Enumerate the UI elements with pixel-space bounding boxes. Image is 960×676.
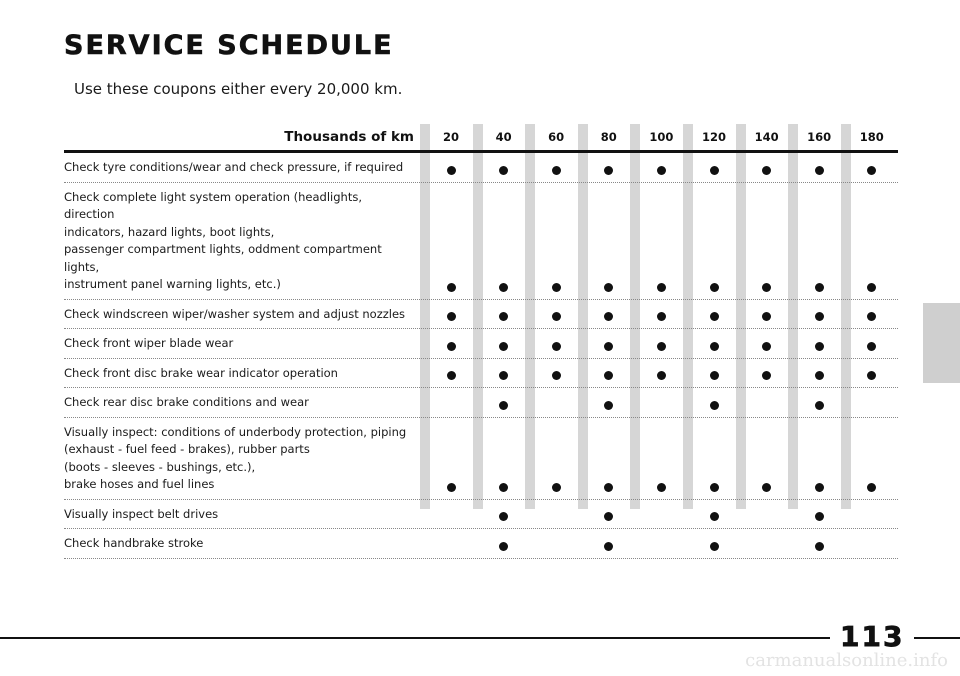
watermark: carmanualsonline.info [745, 650, 948, 671]
check-dot [552, 283, 561, 292]
check-dot [815, 283, 824, 292]
check-dot [657, 166, 666, 175]
check-dot [447, 483, 456, 492]
page-number: 113 [830, 620, 914, 653]
check-dot [710, 371, 719, 380]
check-dot [762, 342, 771, 351]
check-dot [710, 401, 719, 410]
check-dot [604, 542, 613, 551]
check-dot [604, 166, 613, 175]
table-row [64, 300, 898, 330]
table-row [64, 183, 898, 300]
table-row [64, 500, 898, 530]
check-dot [657, 371, 666, 380]
check-dot [499, 283, 508, 292]
check-dot [604, 401, 613, 410]
table-row [64, 359, 898, 389]
check-dot [867, 371, 876, 380]
check-dot [867, 342, 876, 351]
check-dot [762, 283, 771, 292]
interval-label: 80 [600, 130, 617, 144]
page-subtitle: Use these coupons either every 20,000 km. [74, 80, 403, 98]
interval-label: 20 [442, 130, 459, 144]
check-dot [815, 342, 824, 351]
check-dot [762, 483, 771, 492]
check-dot [447, 166, 456, 175]
table-header-row [64, 124, 898, 153]
maintenance-item-label: Check handbrake stroke [64, 536, 204, 550]
footer-rule [0, 637, 960, 639]
check-dot [552, 166, 561, 175]
check-dot [604, 283, 613, 292]
check-dot [499, 483, 508, 492]
service-schedule-table [64, 124, 898, 559]
check-dot [867, 283, 876, 292]
table-row [64, 153, 898, 183]
maintenance-item-label: Check front wiper blade wear [64, 336, 234, 350]
interval-label: 40 [495, 130, 512, 144]
check-dot [710, 283, 719, 292]
check-dot [604, 483, 613, 492]
check-dot [710, 312, 719, 321]
check-dot [447, 283, 456, 292]
table-body [64, 153, 898, 559]
interval-label: 140 [754, 130, 779, 144]
check-dot [657, 483, 666, 492]
check-dot [552, 371, 561, 380]
maintenance-item-label: Visually inspect belt drives [64, 506, 219, 521]
section-tab [923, 303, 960, 383]
check-dot [657, 312, 666, 321]
check-dot [447, 342, 456, 351]
check-dot [447, 312, 456, 321]
check-dot [604, 371, 613, 380]
check-dot [604, 342, 613, 351]
table-header-label: Thousands of km [284, 129, 414, 145]
maintenance-item-label: Check windscreen wiper/washer system and adjust nozzles [64, 306, 406, 321]
check-dot [867, 166, 876, 175]
check-dot [815, 312, 824, 321]
maintenance-item-label: Check complete light system operation (headlights, direction indicators, hazard lights, boot lights, passenger compartment lights, oddment compartment lights, instrument panel warning lights, etc.) [64, 189, 382, 291]
interval-label: 180 [859, 130, 884, 144]
check-dot [710, 483, 719, 492]
table-row [64, 418, 898, 500]
interval-label: 160 [807, 130, 832, 144]
check-dot [499, 166, 508, 175]
check-dot [499, 312, 508, 321]
interval-label: 100 [649, 130, 674, 144]
check-dot [815, 542, 824, 551]
check-dot [710, 166, 719, 175]
maintenance-item-label: Check rear disc brake conditions and wear [64, 395, 309, 409]
check-dot [447, 371, 456, 380]
check-dot [552, 483, 561, 492]
check-dot [499, 512, 508, 521]
check-dot [867, 312, 876, 321]
table-row [64, 529, 898, 559]
maintenance-item-label: Visually inspect: conditions of underbody protection, piping (exhaust - fuel feed - brakes), rubber parts (boots - sleeves - bushings, etc.), brake hoses and fuel lines [64, 424, 407, 491]
check-dot [762, 312, 771, 321]
check-dot [815, 401, 824, 410]
check-dot [604, 312, 613, 321]
check-dot [815, 512, 824, 521]
maintenance-item-label: Check tyre conditions/wear and check pressure, if required [64, 160, 404, 174]
check-dot [815, 166, 824, 175]
check-dot [657, 283, 666, 292]
check-dot [762, 371, 771, 380]
check-dot [710, 542, 719, 551]
interval-label: 120 [701, 130, 726, 144]
check-dot [499, 371, 508, 380]
page-title: SERVICE SCHEDULE [64, 30, 394, 61]
check-dot [815, 371, 824, 380]
check-dot [710, 342, 719, 351]
check-dot [552, 312, 561, 321]
maintenance-item-label: Check front disc brake wear indicator operation [64, 365, 338, 380]
check-dot [499, 401, 508, 410]
check-dot [604, 512, 613, 521]
table-row [64, 329, 898, 359]
check-dot [499, 542, 508, 551]
check-dot [710, 512, 719, 521]
interval-label: 60 [548, 130, 565, 144]
check-dot [815, 483, 824, 492]
check-dot [499, 342, 508, 351]
check-dot [657, 342, 666, 351]
table-row [64, 388, 898, 418]
check-dot [867, 483, 876, 492]
check-dot [552, 342, 561, 351]
check-dot [762, 166, 771, 175]
